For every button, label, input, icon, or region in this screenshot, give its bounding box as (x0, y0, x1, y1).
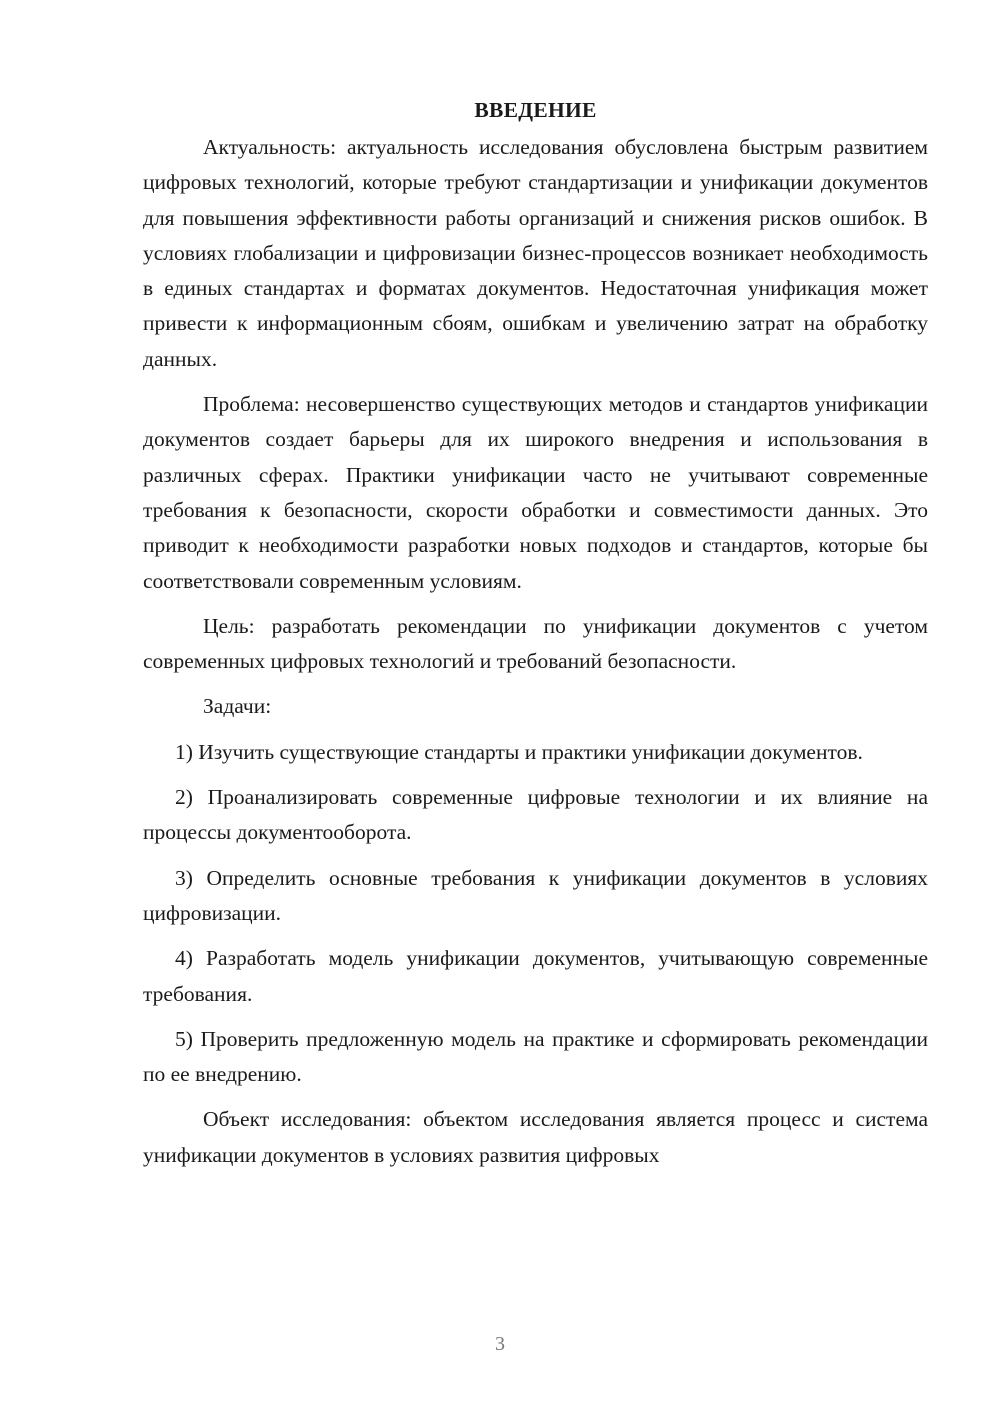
goal-paragraph: Цель: разработать рекомендации по унификации документов с учетом современных цифровых технологий и требований безопасности. (143, 613, 928, 674)
task-item: 4) Разработать модель унификации документов, учитывающую современные требования. (143, 946, 928, 1006)
task-item: 2) Проанализировать современные цифровые технологии и их влияние на процессы документооборота. (143, 785, 928, 845)
tasks-label: Задачи: (203, 694, 272, 719)
problem-paragraph: Проблема: несовершенство существующих методов и стандартов унификации документов создает барьеры для их широкого внедрения и использования в различных сферах. Практики унификации часто не учитывают современные требования к безопасности, скорости обработки и совместимости данных. Это приводит к необходимости разработки новых подходов и стандартов, которые бы соответствовали современным условиям. (143, 392, 928, 593)
page-number: 3 (495, 1333, 505, 1355)
document-page (143, 92, 928, 1183)
task-item: 1) Изучить существующие стандарты и практики унификации документов. (175, 739, 863, 764)
relevance-paragraph: Актуальность: актуальность исследования обусловлена быстрым развитием цифровых технологий, которые требуют стандартизации и унификации документов для повышения эффективности работы организаций и снижения рисков ошибок. В условиях глобализации и цифровизации бизнес-процессов возникает необходимость в единых стандартах и форматах документов. Недостаточная унификация может привести к информационным сбоям, ошибкам и увеличению затрат на обработку данных. (143, 135, 928, 371)
task-item: 3) Определить основные требования к унификации документов в условиях цифровизации. (143, 865, 928, 925)
section-heading: ВВЕДЕНИЕ (474, 98, 597, 122)
object-paragraph: Объект исследования: объектом исследования является процесс и система унификации документов в условиях развития цифровых (143, 1107, 928, 1167)
task-item: 5) Проверить предложенную модель на практике и сформировать рекомендации по ее внедрению. (143, 1026, 928, 1087)
